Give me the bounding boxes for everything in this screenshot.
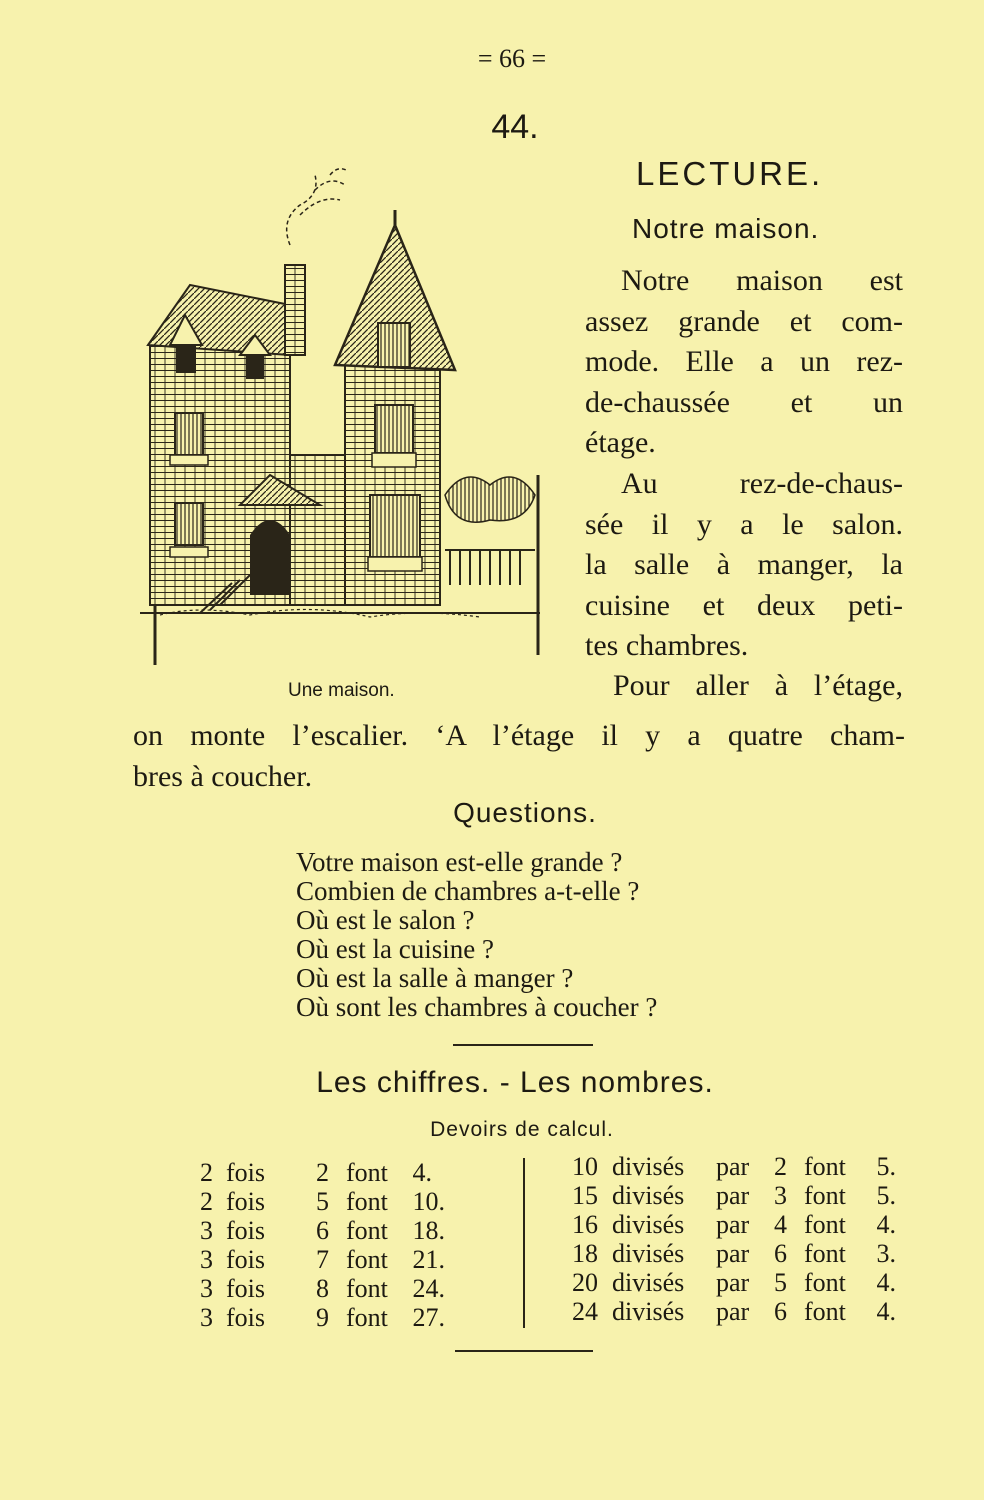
paragraph-line: cuisine et deux peti- <box>585 588 903 622</box>
calc-row <box>572 1181 896 1210</box>
multiplication-list <box>200 1158 445 1332</box>
paragraph-line: sée il y a le salon. <box>585 507 903 541</box>
calc-term: 6 <box>774 1239 787 1268</box>
calc-row <box>200 1274 445 1303</box>
calc-term: 4. <box>876 1297 896 1326</box>
calc-term: divisés <box>612 1181 685 1210</box>
calc-row <box>200 1158 445 1187</box>
calc-term: 10. <box>412 1187 445 1216</box>
section-divider <box>453 1044 593 1046</box>
section-divider <box>455 1350 593 1352</box>
calc-term: 6 <box>316 1216 329 1245</box>
calc-term: fois <box>226 1158 265 1187</box>
calc-term: font <box>346 1216 388 1245</box>
paragraph-line: étage. <box>585 426 656 459</box>
calc-term: font <box>346 1187 388 1216</box>
question-item: Où est la cuisine ? <box>296 934 494 964</box>
question-item: Où est la salle à manger ? <box>296 963 574 993</box>
paragraph-line: bres à coucher. <box>133 759 313 793</box>
calc-term: 4. <box>412 1158 432 1187</box>
calc-row <box>572 1152 896 1181</box>
calc-term: fois <box>226 1274 265 1303</box>
devoirs-title: Devoirs de calcul. <box>430 1118 614 1141</box>
calc-term: fois <box>226 1187 265 1216</box>
calc-term: 24 <box>572 1297 598 1326</box>
calc-term: fois <box>226 1245 265 1274</box>
calc-term: par <box>716 1297 750 1326</box>
calc-term: 5 <box>316 1187 329 1216</box>
lecture-title: LECTURE. <box>636 155 824 192</box>
reading-subtitle: Notre maison. <box>632 213 820 244</box>
division-list <box>572 1152 896 1326</box>
paragraph-line: on monte l’escalier. ‘A l’étage il y a quatre cham- <box>133 719 905 752</box>
calc-term: 4 <box>774 1210 787 1239</box>
calc-term: 9 <box>316 1303 329 1332</box>
calc-term: font <box>804 1268 846 1297</box>
paragraph-line: de-chaussée et un <box>585 385 903 419</box>
paragraph-2 <box>585 464 903 667</box>
calc-term: divisés <box>612 1268 685 1297</box>
question-item: Combien de chambres a-t-elle ? <box>296 876 640 906</box>
calc-term: font <box>804 1210 846 1239</box>
question-item: Où sont les chambres à coucher ? <box>296 992 658 1022</box>
questions-list <box>296 848 657 1022</box>
calc-term: 8 <box>316 1274 329 1303</box>
calc-term: 4. <box>876 1268 896 1297</box>
paragraph-line: assez grande et com- <box>585 304 903 338</box>
calc-term: divisés <box>612 1239 685 1268</box>
paragraph-line: Notre maison est <box>621 264 903 297</box>
questions-title: Questions. <box>453 797 597 828</box>
calc-term: 3 <box>200 1303 213 1332</box>
paragraph-line: mode. Elle a un rez- <box>585 345 903 378</box>
house-illustration <box>140 155 560 675</box>
calc-term: 2 <box>200 1187 213 1216</box>
chiffres-title: Les chiffres. - Les nombres. <box>316 1066 714 1099</box>
calc-term: 7 <box>316 1245 329 1274</box>
calc-term: par <box>716 1181 750 1210</box>
calc-term: par <box>716 1239 750 1268</box>
calc-row <box>200 1216 445 1245</box>
calc-term: fois <box>226 1216 265 1245</box>
calc-row <box>572 1268 896 1297</box>
paragraph-1 <box>585 261 903 464</box>
calc-term: font <box>804 1297 846 1326</box>
paragraph-3-wide <box>133 716 905 797</box>
calc-term: font <box>346 1303 388 1332</box>
paragraph-line: la salle à manger, la <box>585 548 903 581</box>
calc-term: par <box>716 1210 750 1239</box>
calc-term: 10 <box>572 1152 598 1181</box>
calc-term: 21. <box>412 1245 445 1274</box>
column-separator <box>523 1158 525 1328</box>
calc-row <box>572 1239 896 1268</box>
calc-term: 5 <box>774 1268 787 1297</box>
calc-term: 3 <box>200 1216 213 1245</box>
calc-term: 16 <box>572 1210 598 1239</box>
calc-term: 15 <box>572 1181 598 1210</box>
calc-term: 5. <box>876 1181 896 1210</box>
paragraph-line: Pour aller à l’étage, <box>613 669 903 702</box>
lesson-number: 44. <box>491 108 539 146</box>
calc-term: par <box>716 1268 750 1297</box>
calc-term: 3 <box>774 1181 787 1210</box>
calc-term: font <box>804 1152 846 1181</box>
calc-term: 3. <box>876 1239 896 1268</box>
calc-row <box>200 1245 445 1274</box>
calc-term: 4. <box>876 1210 896 1239</box>
calc-term: 18 <box>572 1239 598 1268</box>
calc-term: font <box>346 1274 388 1303</box>
paragraph-3-start <box>585 666 903 707</box>
calc-term: 2 <box>200 1158 213 1187</box>
calc-term: divisés <box>612 1210 685 1239</box>
calc-term: font <box>346 1245 388 1274</box>
calc-term: 2 <box>774 1152 787 1181</box>
paragraph-line: tes chambres. <box>585 629 749 662</box>
question-item: Où est le salon ? <box>296 905 475 935</box>
calc-term: 27. <box>412 1303 445 1332</box>
calc-row <box>572 1210 896 1239</box>
calc-term: font <box>804 1181 846 1210</box>
calc-term: 20 <box>572 1268 598 1297</box>
calc-term: fois <box>226 1303 265 1332</box>
page-number: = 66 = <box>477 44 547 73</box>
calc-row <box>200 1187 445 1216</box>
calc-term: 24. <box>412 1274 445 1303</box>
calc-term: divisés <box>612 1297 685 1326</box>
calc-term: 2 <box>316 1158 329 1187</box>
calc-term: font <box>346 1158 388 1187</box>
calc-term: divisés <box>612 1152 685 1181</box>
illustration-caption: Une maison. <box>288 680 395 701</box>
calc-term: 3 <box>200 1245 213 1274</box>
calc-term: par <box>716 1152 750 1181</box>
calc-term: 18. <box>412 1216 445 1245</box>
calc-term: font <box>804 1239 846 1268</box>
question-item: Votre maison est-elle grande ? <box>296 847 623 877</box>
calc-term: 3 <box>200 1274 213 1303</box>
calc-term: 5. <box>876 1152 896 1181</box>
paragraph-line: Au rez-de-chaus- <box>621 467 903 500</box>
calc-row <box>200 1303 445 1332</box>
calc-term: 6 <box>774 1297 787 1326</box>
calc-row <box>572 1297 896 1326</box>
